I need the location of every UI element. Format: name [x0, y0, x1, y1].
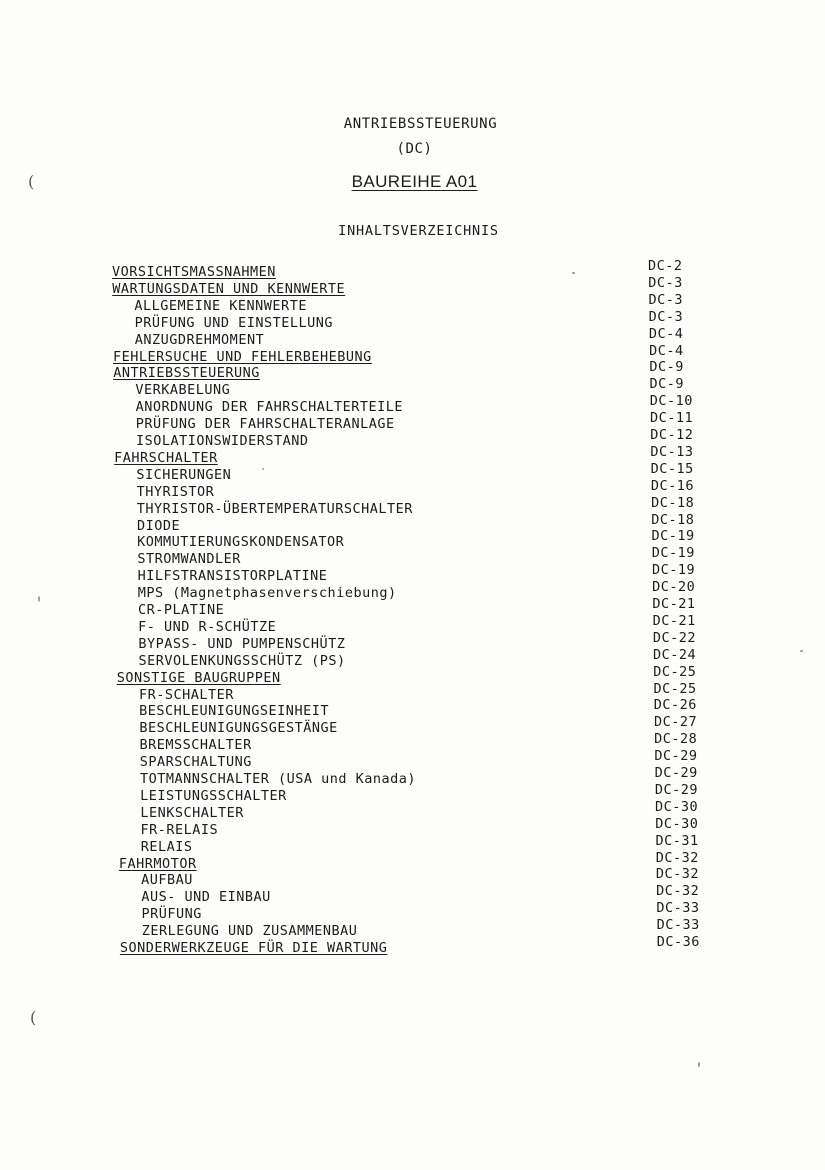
toc-page-number: DC-13 [650, 443, 694, 460]
toc-item-label: FR-RELAIS [140, 821, 219, 838]
toc-page-number: DC-32 [655, 866, 700, 883]
toc-item-label: ANORDNUNG DER FAHRSCHALTERTEILE [135, 399, 404, 416]
toc-page-number: DC-31 [655, 832, 699, 849]
toc-page-number: DC-29 [654, 748, 698, 765]
toc-section-label: VORSICHTSMASSNAHMEN [112, 264, 276, 280]
toc-page-number: DC-3 [648, 308, 684, 325]
toc-page-number: DC-4 [648, 325, 684, 342]
toc-item-label: SPARSCHALTUNG [139, 754, 252, 771]
scan-mark: ( [28, 172, 35, 191]
toc-item-label: PRÜFUNG DER FAHRSCHALTERANLAGE [135, 416, 395, 433]
toc-page-number: DC-27 [653, 714, 698, 731]
toc-item-label: BESCHLEUNIGUNGSGESTÄNGE [139, 720, 338, 737]
toc-item-label: ISOLATIONSWIDERSTAND [135, 433, 309, 449]
toc-section-label: ANTRIEBSSTEUERUNG [113, 365, 260, 382]
scan-speck [800, 650, 803, 652]
toc-item-label: SICHERUNGEN [136, 466, 232, 483]
toc-page-number: DC-18 [651, 494, 695, 511]
document-subtitle: (DC) [396, 141, 433, 157]
toc-section-label: FAHRSCHALTER [114, 449, 218, 466]
toc-item-label: DIODE [136, 517, 181, 534]
toc-page-number: DC-33 [656, 900, 700, 917]
toc-section-label: SONSTIGE BAUGRUPPEN [116, 669, 281, 686]
toc-item-label: LENKSCHALTER [140, 804, 244, 821]
toc-item-label: KOMMUTIERUNGSKONDENSATOR [137, 534, 345, 551]
toc-item-label: BYPASS- UND PUMPENSCHÜTZ [138, 635, 346, 652]
toc-page-number: DC-30 [655, 798, 699, 815]
toc-page-number: DC-25 [653, 663, 697, 680]
toc-section-label: WARTUNGSDATEN UND KENNWERTE [112, 280, 346, 297]
scan-speck [262, 468, 264, 470]
toc-section-label: SONDERWERKZEUGE FÜR DIE WARTUNG [119, 940, 388, 956]
toc-item-label: BESCHLEUNIGUNGSEINHEIT [139, 703, 329, 720]
toc-item-label: THYRISTOR [136, 483, 215, 500]
toc-item-label: HILFSTRANSISTORPLATINE [137, 568, 328, 585]
toc-item-label: AUFBAU [141, 872, 193, 889]
toc-item-label: SERVOLENKUNGSSCHÜTZ (PS) [138, 652, 346, 669]
toc-item-label: THYRISTOR-ÜBERTEMPERATURSCHALTER [136, 500, 413, 517]
toc-section-label: FAHRMOTOR [118, 855, 197, 872]
toc-item-label: CR-PLATINE [137, 602, 225, 618]
toc-page-number: DC-29 [654, 765, 698, 781]
toc-section-label: FEHLERSUCHE UND FEHLERBEHEBUNG [112, 348, 372, 365]
toc-item-label: LEISTUNGSSCHALTER [140, 787, 287, 804]
toc-item-label: TOTMANNSCHALTER (USA und Kanada) [139, 771, 417, 787]
scan-mark: ( [30, 1008, 37, 1027]
toc-item-label: PRÜFUNG UND EINSTELLUNG [134, 314, 334, 331]
toc-item-label: ZERLEGUNG UND ZUSAMMENBAU [141, 923, 358, 940]
toc-page-number: DC-9 [649, 359, 684, 376]
toc-page-number: DC-20 [652, 579, 696, 596]
toc-page-number: DC-29 [654, 781, 698, 798]
toc-page-number: DC-2 [648, 258, 683, 274]
toc-item-label: AUS- UND EINBAU [141, 889, 271, 906]
toc-item-label: ANZUGDREHMOMENT [134, 331, 265, 348]
toc-page-number: DC-21 [652, 612, 696, 629]
toc-item-label: RELAIS [140, 838, 193, 855]
toc-item-label: ALLGEMEINE KENNWERTE [134, 297, 307, 314]
toc-page-number: DC-36 [656, 934, 700, 950]
toc-page-number: DC-32 [655, 849, 699, 866]
toc-item-label: PRÜFUNG [141, 906, 202, 923]
toc-page-number: DC-21 [652, 596, 696, 612]
toc-page-number: DC-19 [651, 562, 696, 579]
toc-item-label: MPS (Magnetphasenverschiebung) [137, 585, 397, 602]
toc-page-number: DC-26 [653, 697, 697, 714]
scan-speck [572, 272, 575, 274]
toc-page-number: DC-16 [650, 477, 694, 494]
toc-item-label: FR-SCHALTER [138, 686, 234, 703]
toc-page-number: DC-18 [651, 511, 695, 528]
toc-page-number: DC-28 [654, 731, 698, 748]
toc-page-number: DC-25 [653, 680, 697, 697]
toc-page-number: DC-32 [656, 883, 700, 900]
document-title: ANTRIEBSSTEUERUNG [343, 116, 498, 132]
toc-page-number: DC-33 [656, 917, 700, 934]
toc-page-number: DC-24 [653, 646, 697, 663]
toc-item-label: F- UND R-SCHÜTZE [138, 618, 277, 635]
toc-item-label: STROMWANDLER [137, 551, 241, 568]
toc-page-number: DC-3 [648, 291, 683, 308]
scan-speck [38, 596, 40, 602]
toc-title: INHALTSVERZEICHNIS [338, 223, 499, 239]
toc-page-number: DC-12 [650, 427, 694, 443]
toc-page-number: DC-3 [648, 274, 683, 291]
toc-page-number: DC-30 [655, 815, 699, 832]
toc-page-number: DC-22 [652, 629, 696, 646]
toc-page-number: DC-19 [651, 545, 695, 562]
toc-page-number: DC-19 [651, 528, 695, 545]
toc-page-number: DC-10 [649, 393, 693, 410]
scan-speck [698, 1062, 700, 1067]
toc-item-label: VERKABELUNG [135, 382, 231, 399]
toc-item-label: BREMSSCHALTER [139, 737, 252, 754]
toc-page-number: DC-15 [650, 460, 694, 477]
toc-page-number: DC-11 [649, 410, 694, 427]
toc-page-number: DC-9 [649, 376, 685, 393]
series-heading-text: BAUREIHE A01 [351, 172, 478, 191]
toc-page-number: DC-4 [649, 342, 684, 359]
